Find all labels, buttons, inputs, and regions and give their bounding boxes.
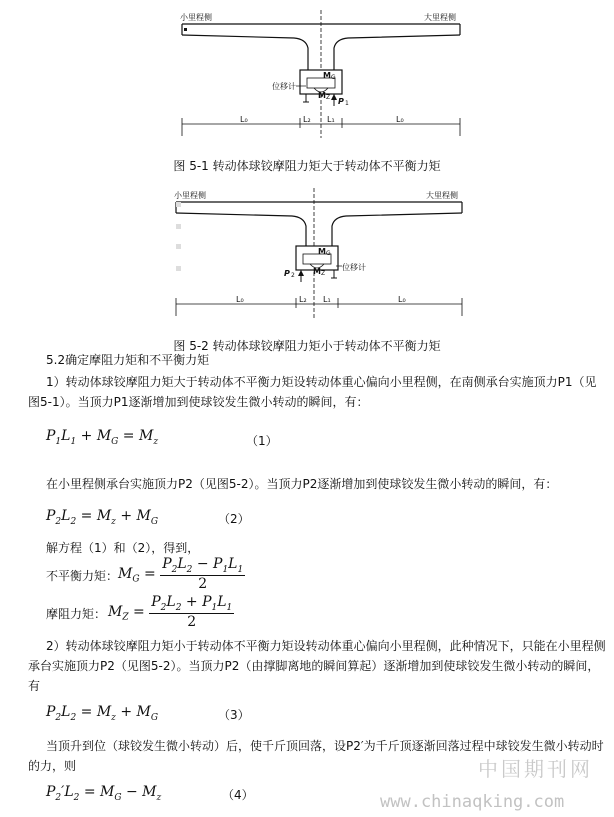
figure-5-1 [176, 8, 466, 143]
equation-3-number: （3） [218, 708, 250, 722]
equation-mg: $M_G$ = $\frac{P_2L_2 - P_1L_1}{2}$ [118, 556, 244, 592]
dim-l2: L₂ [299, 295, 307, 304]
watermark-url: www.chinaqking.com [380, 792, 565, 812]
equation-3: $P_2L_2 = M_z + M_G$ [46, 704, 159, 723]
paragraph-2: 在小里程侧承台实施顶力P2（见图5-2）。当顶力P2逐渐增加到使球铰发生微小转动的瞬间，有： [46, 477, 558, 491]
paragraph-3: 解方程（1）和（2），得到， [46, 541, 200, 555]
paragraph-1: 1）转动体球铰摩阻力矩大于转动体不平衡力矩设转动体重心偏向小里程侧，在南侧承台实施顶力P1（见图5-1）。当顶力P1逐渐增加到使球铰发生微小转动的瞬间，有： [28, 375, 597, 409]
figure-5-2-diagram [170, 186, 470, 322]
equation-2-number: （2） [218, 512, 250, 526]
equation-2: $P_2L_2 = M_z + M_G$ [46, 508, 159, 527]
label-unbalance-moment: 不平衡力矩： [46, 569, 119, 583]
label-mz-sub: Z [326, 94, 331, 101]
dim-l0-left: L₀ [236, 295, 244, 304]
figure-5-1-diagram [176, 8, 466, 143]
label-displacement-gauge: 位移计 [272, 82, 296, 91]
dim-l2: L₂ [303, 115, 311, 124]
dim-l1: L₁ [327, 115, 335, 124]
dim-l0-left: L₀ [240, 115, 248, 124]
label-mg: M [318, 247, 326, 256]
dim-l1: L₁ [323, 295, 331, 304]
label-force-p1-sub: 1 [345, 100, 349, 107]
label-mg-sub: G [331, 74, 336, 81]
label-small-mileage-side: 小里程侧 [174, 191, 206, 200]
equation-mz: $M_Z$ = $\frac{P_2L_2 + P_1L_1}{2}$ [108, 594, 233, 630]
figure-5-2-caption: 图 5-2 转动体球铰摩阻力矩小于转动体不平衡力矩 [173, 339, 441, 353]
section-heading: 5.2确定摩阻力矩和不平衡力矩 [46, 353, 210, 367]
paragraph-4: 2）转动体球铰摩阻力矩小于转动体不平衡力矩设转动体重心偏向小里程侧，此种情况下，只能在小里程侧承台实施顶力P2（见图5-2）。当顶力P2（由撑脚离地的瞬间算起）逐渐增加到使球铰发生微小转动的瞬间，有 [28, 639, 606, 693]
label-friction-moment: 摩阻力矩： [46, 607, 107, 621]
dim-l0-right: L₀ [396, 115, 404, 124]
paragraph-5: 当顶升到位（球铰发生微小转动）后，使千斤顶回落，设P2′为千斤顶逐渐回落过程中球铰发生微小转动时的力，则 [28, 739, 604, 773]
equation-4: $P_2'L_2 = M_G - M_z$ [46, 784, 162, 803]
label-force-p2: P [284, 269, 290, 278]
equation-4-number: （4） [222, 788, 254, 802]
label-mg-sub: G [326, 250, 331, 257]
equation-1-number: （1） [246, 434, 278, 448]
label-small-mileage-side: 小里程侧 [180, 13, 212, 22]
figure-5-1-caption: 图 5-1 转动体球铰摩阻力矩大于转动体不平衡力矩 [173, 159, 441, 173]
label-mz: M [318, 91, 326, 100]
equation-1: $P_1L_1 + M_G = M_z$ [46, 428, 159, 447]
dim-l0-right: L₀ [398, 295, 406, 304]
figure-5-2 [170, 186, 470, 322]
label-large-mileage-side: 大里程侧 [424, 13, 456, 22]
label-mz: M [313, 267, 321, 276]
label-force-p1: P [338, 97, 344, 106]
label-displacement-gauge: 位移计 [342, 263, 366, 272]
label-force-p2-sub: 2 [291, 272, 295, 279]
label-large-mileage-side: 大里程侧 [426, 191, 458, 200]
watermark-chinese: 中国期刊网 [478, 757, 593, 781]
label-mg: M [323, 71, 331, 80]
label-mz-sub: Z [321, 270, 326, 277]
